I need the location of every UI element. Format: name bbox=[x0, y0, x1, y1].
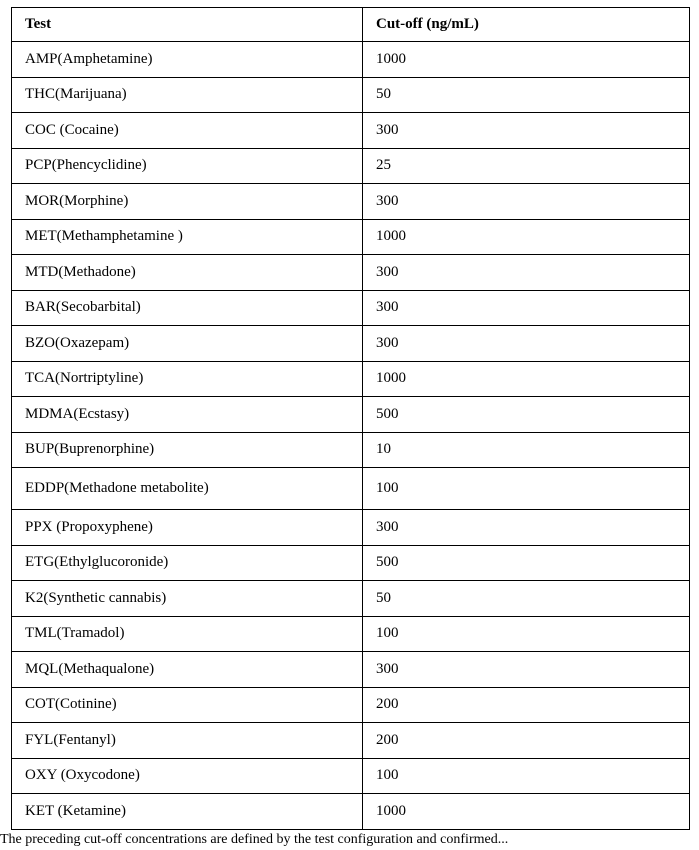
table-row bbox=[12, 77, 690, 113]
cropped-top-text bbox=[0, 0, 60, 3]
test-name: AMP(Amphetamine) bbox=[12, 42, 363, 78]
test-name: EDDP(Methadone metabolite) bbox=[12, 468, 363, 510]
cutoff-table-container bbox=[11, 7, 689, 830]
test-name: PCP(Phencyclidine) bbox=[12, 148, 363, 184]
cutoff-value: 300 bbox=[363, 184, 690, 220]
cutoff-value: 100 bbox=[363, 616, 690, 652]
cutoff-value: 500 bbox=[363, 545, 690, 581]
cutoff-value: 300 bbox=[363, 290, 690, 326]
cutoff-value: 100 bbox=[363, 758, 690, 794]
test-name: COC (Cocaine) bbox=[12, 113, 363, 149]
cutoff-value: 300 bbox=[363, 510, 690, 546]
cutoff-value: 1000 bbox=[363, 42, 690, 78]
cutoff-value: 300 bbox=[363, 326, 690, 362]
test-name: COT(Cotinine) bbox=[12, 687, 363, 723]
table-row bbox=[12, 794, 690, 830]
cutoff-value: 100 bbox=[363, 468, 690, 510]
cutoff-value: 50 bbox=[363, 77, 690, 113]
table-row bbox=[12, 184, 690, 220]
test-name: ETG(Ethylglucoronide) bbox=[12, 545, 363, 581]
test-name: BAR(Secobarbital) bbox=[12, 290, 363, 326]
test-name: MQL(Methaqualone) bbox=[12, 652, 363, 688]
table-row bbox=[12, 581, 690, 617]
cutoff-value: 25 bbox=[363, 148, 690, 184]
table-row bbox=[12, 255, 690, 291]
test-name: MOR(Morphine) bbox=[12, 184, 363, 220]
test-name: PPX (Propoxyphene) bbox=[12, 510, 363, 546]
test-name: TCA(Nortriptyline) bbox=[12, 361, 363, 397]
header-test: Test bbox=[12, 8, 363, 42]
cutoff-value: 1000 bbox=[363, 219, 690, 255]
table-row bbox=[12, 652, 690, 688]
cutoff-value: 1000 bbox=[363, 361, 690, 397]
table-row bbox=[12, 290, 690, 326]
cutoff-value: 200 bbox=[363, 723, 690, 759]
table-row bbox=[12, 148, 690, 184]
table-row bbox=[12, 545, 690, 581]
header-cutoff: Cut-off (ng/mL) bbox=[363, 8, 690, 42]
test-name: MET(Methamphetamine ) bbox=[12, 219, 363, 255]
table-row bbox=[12, 468, 690, 510]
table-row bbox=[12, 723, 690, 759]
cutoff-value: 50 bbox=[363, 581, 690, 617]
test-name: TML(Tramadol) bbox=[12, 616, 363, 652]
table-row bbox=[12, 219, 690, 255]
table-header-row bbox=[12, 8, 690, 42]
test-name: FYL(Fentanyl) bbox=[12, 723, 363, 759]
table-row bbox=[12, 42, 690, 78]
cutoff-table bbox=[11, 7, 690, 830]
cutoff-value: 1000 bbox=[363, 794, 690, 830]
cropped-footer-text: The preceding cut-off concentrations are defined by the test configuration and confirmed... bbox=[0, 832, 509, 847]
table-row bbox=[12, 758, 690, 794]
cutoff-value: 200 bbox=[363, 687, 690, 723]
test-name: KET (Ketamine) bbox=[12, 794, 363, 830]
table-row bbox=[12, 687, 690, 723]
table-row bbox=[12, 616, 690, 652]
test-name: MDMA(Ecstasy) bbox=[12, 397, 363, 433]
cutoff-value: 300 bbox=[363, 652, 690, 688]
table-row bbox=[12, 432, 690, 468]
table-row bbox=[12, 326, 690, 362]
table-row bbox=[12, 510, 690, 546]
table-row bbox=[12, 113, 690, 149]
table-row bbox=[12, 397, 690, 433]
cutoff-value: 300 bbox=[363, 113, 690, 149]
table-row bbox=[12, 361, 690, 397]
cutoff-value: 500 bbox=[363, 397, 690, 433]
test-name: OXY (Oxycodone) bbox=[12, 758, 363, 794]
cutoff-value: 10 bbox=[363, 432, 690, 468]
test-name: BUP(Buprenorphine) bbox=[12, 432, 363, 468]
cutoff-value: 300 bbox=[363, 255, 690, 291]
test-name: K2(Synthetic cannabis) bbox=[12, 581, 363, 617]
test-name: THC(Marijuana) bbox=[12, 77, 363, 113]
test-name: BZO(Oxazepam) bbox=[12, 326, 363, 362]
test-name: MTD(Methadone) bbox=[12, 255, 363, 291]
